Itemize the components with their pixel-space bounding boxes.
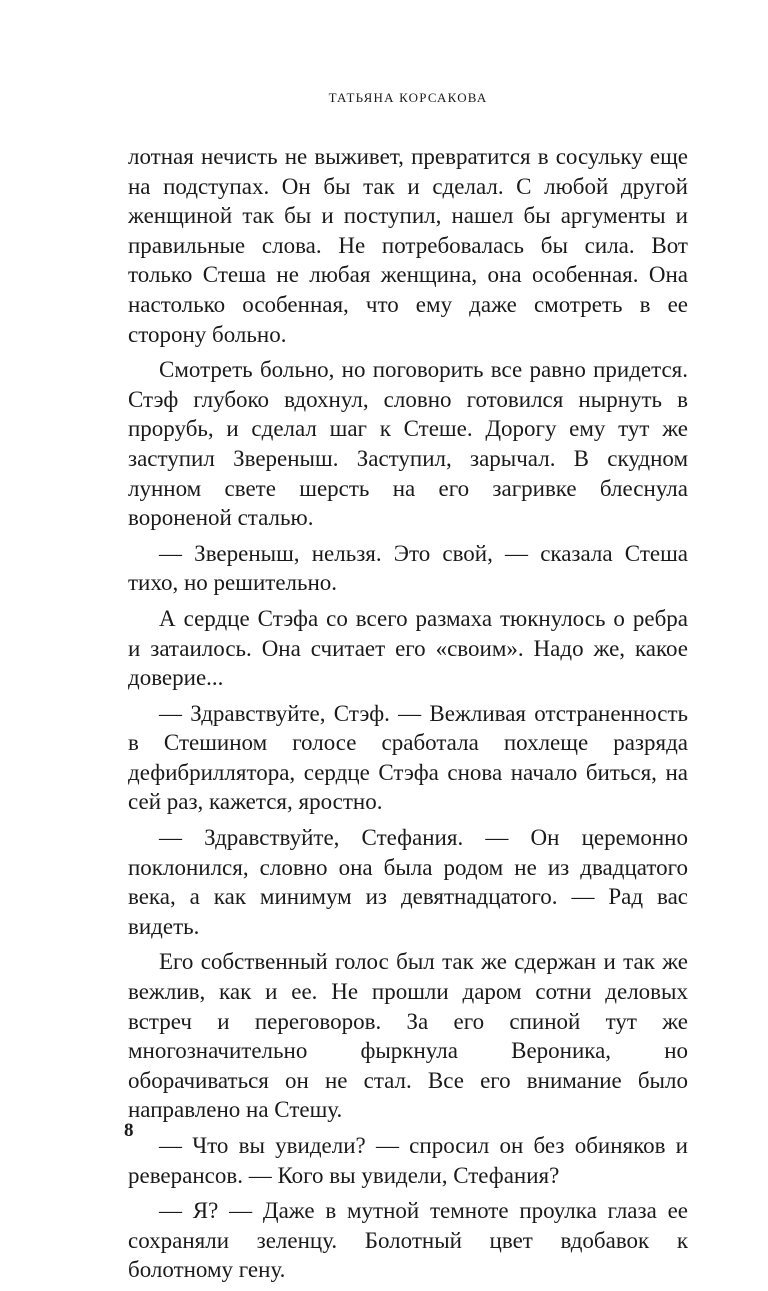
paragraph: — Здравствуйте, Стефания. — Он церемонно поклонился, словно она была родом не из двадцатого века, а как минимум из девятнадцатого. — Рад вас видеть. xyxy=(128,825,688,939)
paragraph: лотная нечисть не выживет, превратится в сосульку еще на подступах. Он бы так и сделал. С любой другой женщиной так бы и поступил, нашел бы аргументы и правильные слова. Не потребовалась бы сила. Вот только Стеша не любая женщина, она особенная. Она настолько особенная, что ему даже смотреть в ее сторону больно. xyxy=(128,144,688,347)
paragraph: — Здравствуйте, Стэф. — Вежливая отстраненность в Стешином голосе сработала похлеще разряда дефибриллятора, сердце Стэфа снова начало биться, на сей раз, кажется, яростно. xyxy=(128,700,688,815)
paragraph: — Я? — Даже в мутной темноте проулка глаза ее сохраняли зеленцу. Болотный цвет вдобавок к болотному гену. xyxy=(128,1198,688,1283)
paragraph: А сердце Стэфа со всего размаха тюкнулось о ребра и затаилось. Она считает его «своим». Надо же, какое доверие... xyxy=(128,605,688,691)
paragraph: Его собственный голос был так же сдержан и так же вежлив, как и ее. Не прошли даром сотни деловых встреч и переговоров. За его спиной тут же многозначительно фыркнула Вероника, но оборачиваться он не стал. Все его внимание было направлено на Стешу. xyxy=(128,949,688,1123)
paragraph: — Звереныш, нельзя. Это свой, — сказала Стеша тихо, но решительно. xyxy=(128,540,688,596)
paragraph: Смотреть больно, но поговорить все равно придется. Стэф глубоко вдохнул, словно готовился нырнуть в прорубь, и сделал шаг к Стеше. Дорогу ему тут же заступил Звереныш. Заступил, зарычал. В скудном лунном свете шерсть на его загривке блеснула вороненой сталью. xyxy=(128,357,688,531)
running-head-author: ТАТЬЯНА КОРСАКОВА xyxy=(328,90,488,105)
page-number: 8 xyxy=(124,1120,134,1141)
body-text xyxy=(128,142,688,1291)
paragraph: — Что вы увидели? — спросил он без обиняков и реверансов. — Кого вы увидели, Стефания? xyxy=(128,1133,688,1188)
